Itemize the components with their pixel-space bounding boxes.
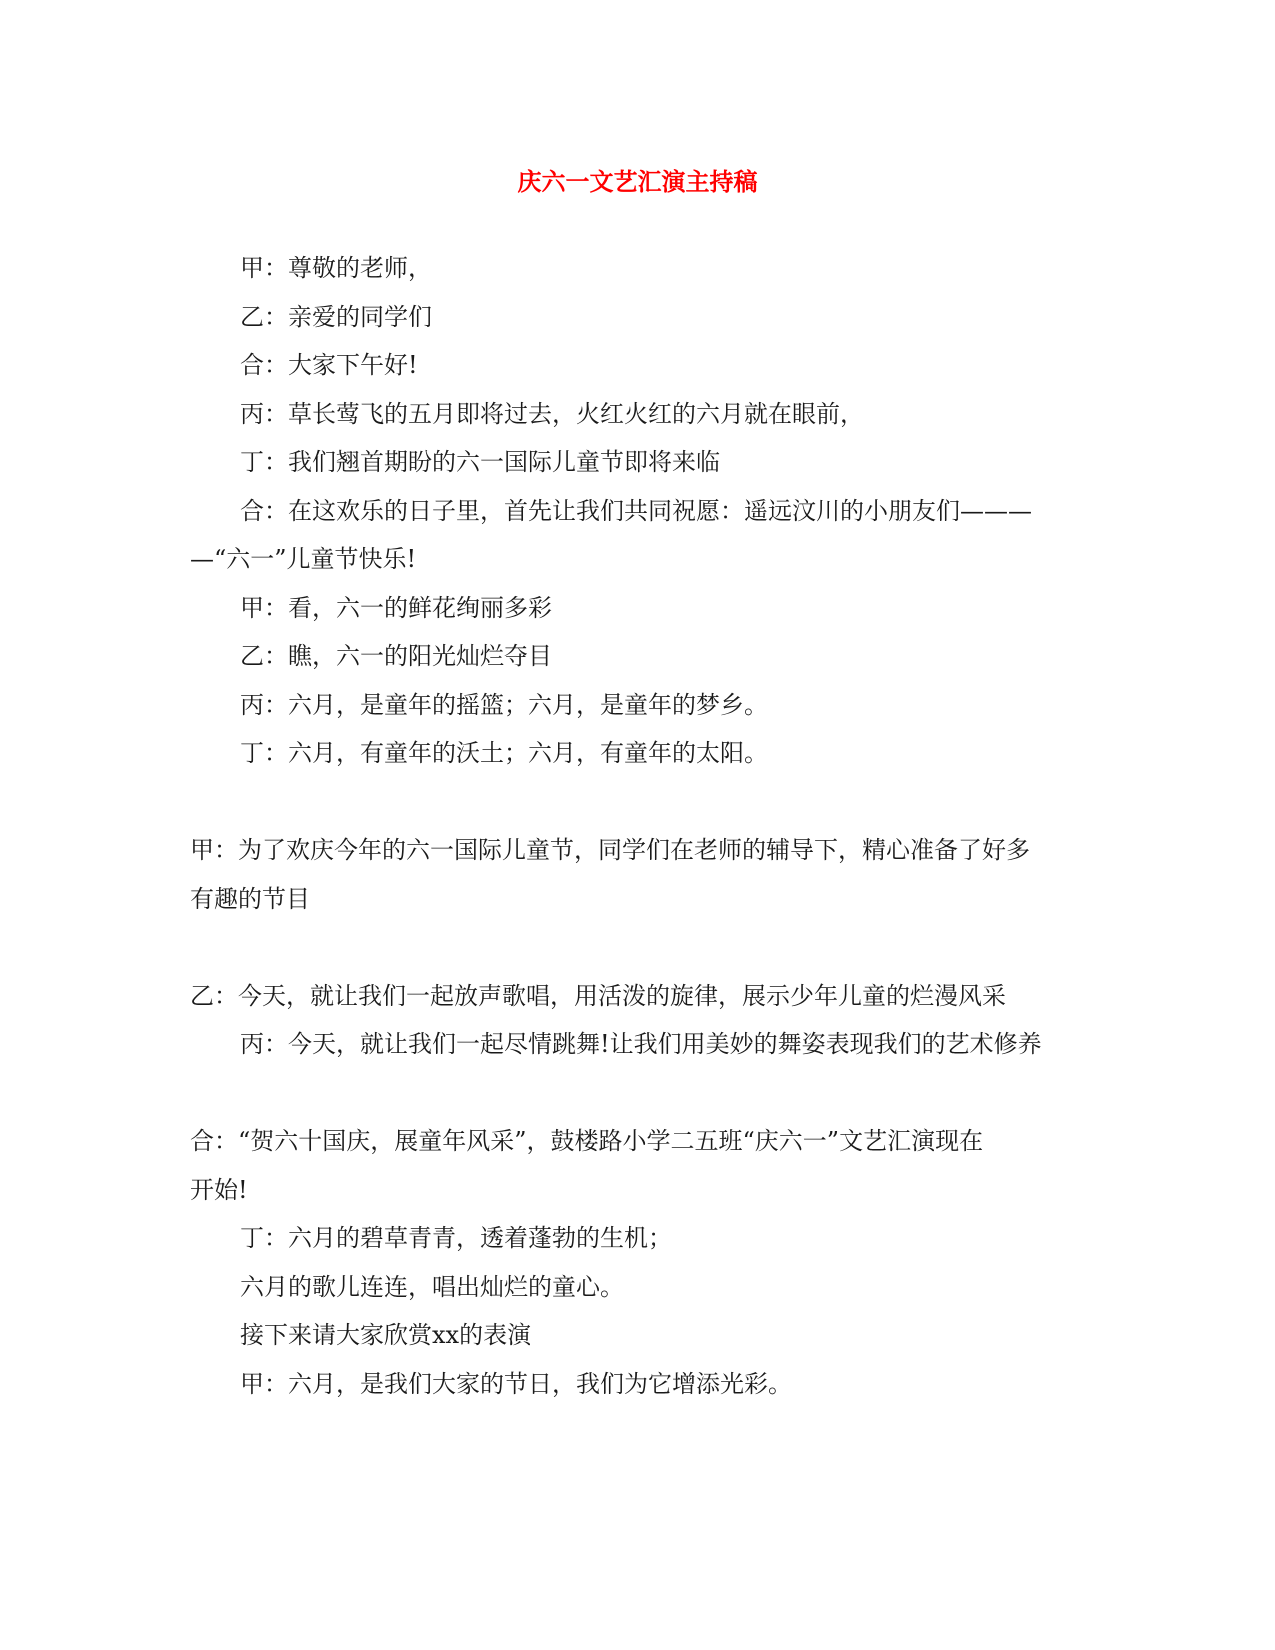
paragraph-line: 合：在这欢乐的日子里，首先让我们共同祝愿：遥远汶川的小朋友们——— <box>240 496 1032 525</box>
paragraph-line: 有趣的节目 <box>190 884 310 913</box>
paragraph-line: 丁：六月，有童年的沃土；六月，有童年的太阳。 <box>240 739 768 767</box>
paragraph-line: 甲：尊敬的老师， <box>240 254 432 282</box>
paragraph-line: 开始! <box>190 1175 248 1204</box>
paragraph-line: 丁：六月的碧草青青，透着蓬勃的生机； <box>240 1224 672 1252</box>
document-title: 庆六一文艺汇演主持稿 <box>517 167 758 196</box>
paragraph-line: 甲：看，六一的鲜花绚丽多彩 <box>240 593 552 622</box>
paragraph-line: 丙：六月，是童年的摇篮；六月，是童年的梦乡。 <box>240 690 768 719</box>
blank-line <box>190 1069 1090 1118</box>
document-body <box>190 244 1090 1408</box>
paragraph-line: 丙：草长莺飞的五月即将过去，火红火红的六月就在眼前， <box>240 399 864 428</box>
blank-line <box>190 778 1090 827</box>
paragraph-line: 六月的歌儿连连，唱出灿烂的童心。 <box>240 1272 624 1301</box>
paragraph-line: 甲：六月，是我们大家的节日，我们为它增添光彩。 <box>240 1369 792 1398</box>
paragraph-line: 接下来请大家欣赏xx的表演 <box>240 1321 532 1349</box>
paragraph-line: 乙：瞧，六一的阳光灿烂夺目 <box>240 642 552 670</box>
paragraph-line: 丁：我们翘首期盼的六一国际儿童节即将来临 <box>240 448 720 476</box>
paragraph-line: 丙：今天，就让我们一起尽情跳舞!让我们用美妙的舞姿表现我们的艺术修养 <box>240 1030 1042 1058</box>
blank-line <box>190 923 1090 972</box>
paragraph-line: —“六一”儿童节快乐! <box>190 545 417 573</box>
paragraph-line: 乙：今天，就让我们一起放声歌唱，用活泼的旋律，展示少年儿童的烂漫风采 <box>190 981 1006 1010</box>
paragraph-line: 乙：亲爱的同学们 <box>240 302 432 331</box>
paragraph-line: 合：“贺六十国庆，展童年风采”，鼓楼路小学二五班“庆六一”文艺汇演现在 <box>190 1127 984 1155</box>
paragraph-line: 合：大家下午好! <box>240 351 418 379</box>
paragraph-line: 甲：为了欢庆今年的六一国际儿童节，同学们在老师的辅导下，精心准备了好多 <box>190 836 1030 864</box>
